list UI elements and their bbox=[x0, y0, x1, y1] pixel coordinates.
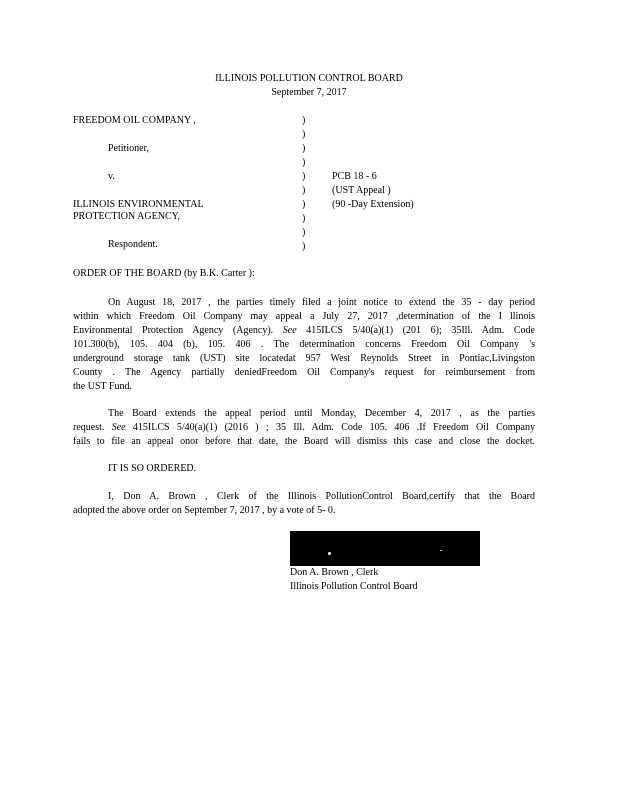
case-extension: (90 -Day Extension) bbox=[332, 199, 414, 210]
certification bbox=[73, 490, 535, 518]
paragraph-line: On August 18, 2017 , the parties timely filed a joint notice to extend the 35 - day period bbox=[108, 297, 535, 308]
petitioner-name: FREEDOM OIL COMPANY , bbox=[73, 115, 196, 126]
respondent-role: Respondent. bbox=[108, 239, 158, 250]
paragraph-2 bbox=[73, 407, 535, 449]
paren: ) bbox=[302, 241, 306, 252]
case-type: (UST Appeal ) bbox=[332, 185, 391, 196]
paragraph-line: The Board extends the appeal period until Monday, December 4, 2017 , as the parties bbox=[108, 408, 535, 419]
paragraph-line: within which Freedom Oil Company may appeal a July 27, 2017 ,determination of the I llinois bbox=[73, 311, 535, 322]
paren: ) bbox=[302, 213, 306, 224]
paragraph-1 bbox=[73, 296, 535, 394]
paragraph-line: 101.300(b), 105. 404 (b), 105. 406 . The determination concerns Freedom Oil Company 's bbox=[73, 339, 535, 350]
case-number: PCB 18 - 6 bbox=[332, 171, 377, 182]
paragraph-line: fails to file an appeal onor before that date, the Board will dismiss this case and close the docket. bbox=[73, 436, 535, 447]
clerk-name: Don A. Brown , Clerk bbox=[290, 567, 379, 578]
paren: ) bbox=[302, 129, 306, 140]
certification-line: adopted the above order on September 7, 2017 , by a vote of 5- 0. bbox=[73, 505, 336, 516]
petitioner-role: Petitioner, bbox=[108, 143, 149, 154]
clerk-title: Illinois Pollution Control Board bbox=[290, 581, 418, 592]
redacted-signature bbox=[290, 531, 480, 566]
order-heading: ORDER OF THE BOARD (by B.K. Carter ): bbox=[73, 268, 255, 279]
paren: ) bbox=[302, 199, 306, 210]
paragraph-line: Environmental Protection Agency (Agency). See 415ILCS 5/40(a)(1) (201 6); 35Ill. Adm. Code bbox=[73, 325, 535, 336]
respondent-line-1: ILLINOIS ENVIRONMENTAL bbox=[73, 199, 204, 210]
paren: ) bbox=[302, 185, 306, 196]
board-title: ILLINOIS POLLUTION CONTROL BOARD bbox=[215, 73, 403, 84]
paren: ) bbox=[302, 115, 306, 126]
so-ordered: IT IS SO ORDERED. bbox=[108, 463, 197, 474]
paren: ) bbox=[302, 171, 306, 182]
paren: ) bbox=[302, 143, 306, 154]
paragraph-line: the UST Fund. bbox=[73, 381, 132, 392]
paragraph-line: underground storage tank (UST) site locatedat 957 West Reynolds Street in Pontiac,Livingston bbox=[73, 353, 535, 364]
certification-line: I, Don A. Brown , Clerk of the Illinois PollutionControl Board,certify that the Board bbox=[108, 491, 535, 502]
paren: ) bbox=[302, 157, 306, 168]
paren: ) bbox=[302, 227, 306, 238]
paragraph-line: County . The Agency partially deniedFreedom Oil Company's request for reimbursement from bbox=[73, 367, 535, 378]
order-date: September 7, 2017 bbox=[271, 87, 347, 98]
respondent-line-2: PROTECTION AGENCY, bbox=[73, 211, 181, 222]
caption-parentheses bbox=[302, 114, 312, 254]
versus: v. bbox=[108, 171, 115, 182]
paragraph-line: request. See 415ILCS 5/40(a)(1) (2016 ) ; 35 Ill. Adm. Code 105. 406 .If Freedom Oil Company bbox=[73, 422, 535, 433]
